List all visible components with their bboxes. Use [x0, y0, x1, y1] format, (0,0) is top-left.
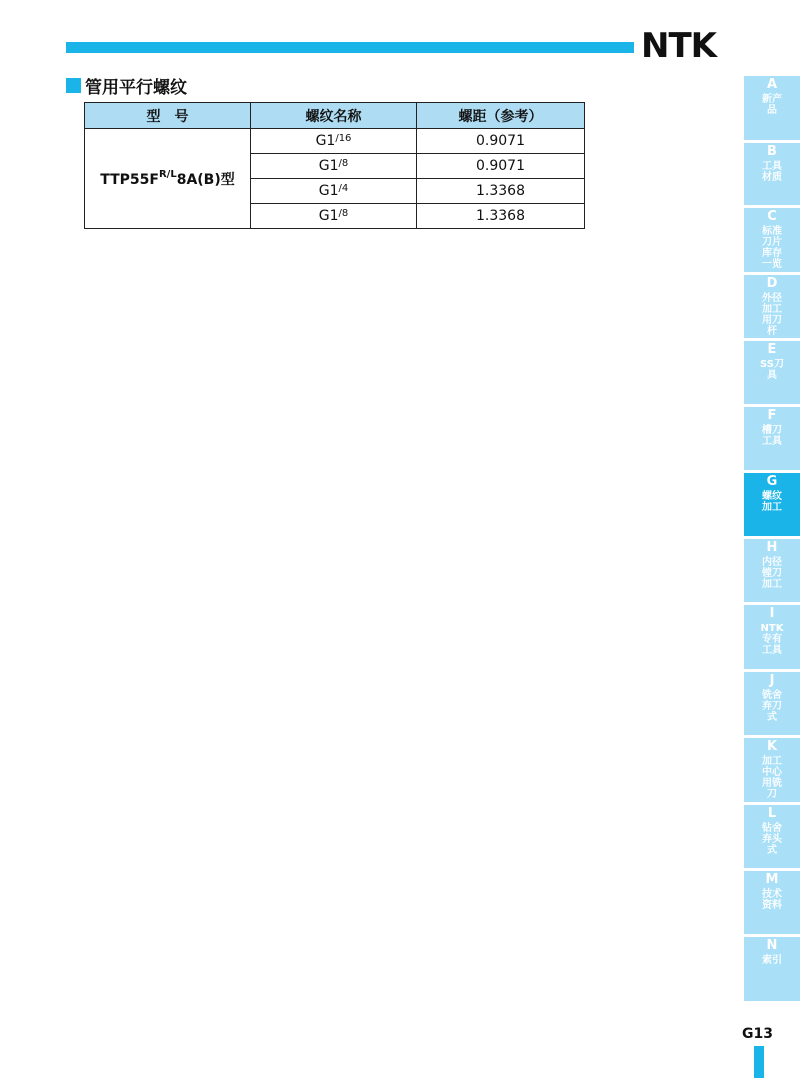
tab-label: 标准刀片库存一览: [762, 226, 782, 270]
page-number: G13: [742, 1026, 773, 1042]
thread-main: G1: [318, 158, 339, 174]
thread-name-cell: [251, 204, 417, 229]
tab-letter: N: [766, 938, 778, 953]
thread-main: G1: [318, 183, 339, 199]
header-pitch: 螺距（参考）: [417, 103, 585, 129]
model-cell: [85, 129, 251, 229]
thread-name-cell: [251, 129, 417, 154]
tab-label: NTK专有工具: [760, 623, 784, 656]
tab-letter: E: [767, 342, 777, 357]
pitch-cell: 1.3368: [417, 179, 585, 204]
tab-label: 槽刀工具: [762, 425, 782, 447]
header-accent-bar: [66, 42, 634, 53]
tab-label: 铣舍弃刀式: [762, 690, 782, 723]
sidebar-tab-l[interactable]: [744, 805, 800, 868]
tab-letter: H: [766, 540, 778, 555]
section-title: [66, 73, 187, 97]
tab-letter: K: [766, 739, 778, 754]
thread-main: G1: [318, 208, 339, 224]
model-frac: R/L: [158, 168, 177, 180]
tab-label: 内径镗刀加工: [762, 557, 782, 590]
tab-label: 新产品: [762, 94, 782, 116]
tab-letter: I: [769, 606, 775, 621]
tab-label: 工具材质: [762, 161, 782, 183]
tab-letter: G: [766, 474, 778, 489]
thread-name-cell: [251, 179, 417, 204]
sidebar-tab-a[interactable]: [744, 76, 800, 140]
table-header-row: [85, 103, 585, 129]
tab-label: 技术资料: [762, 889, 782, 911]
sidebar-tab-g[interactable]: [744, 473, 800, 536]
sidebar-tab-h[interactable]: [744, 539, 800, 602]
sidebar-tab-d[interactable]: [744, 275, 800, 338]
sidebar-tab-n[interactable]: [744, 937, 800, 1001]
page-number-bar: [754, 1046, 764, 1078]
tab-letter: F: [767, 408, 777, 423]
sidebar-tab-c[interactable]: [744, 208, 800, 272]
tab-letter: M: [765, 872, 779, 887]
table-row: [85, 129, 585, 154]
thread-main: G1: [315, 133, 336, 149]
header-model: 型 号: [85, 103, 251, 129]
tab-label: 螺纹加工: [762, 491, 782, 513]
sidebar-tab-i[interactable]: [744, 605, 800, 669]
thread-name-cell: [251, 154, 417, 179]
sidebar-tab-j[interactable]: [744, 672, 800, 735]
tab-letter: B: [767, 144, 777, 159]
thread-spec-table: [84, 102, 585, 229]
pitch-cell: 0.9071: [417, 129, 585, 154]
sidebar-tab-e[interactable]: [744, 341, 800, 404]
tab-letter: D: [766, 276, 778, 291]
sidebar-tab-b[interactable]: [744, 143, 800, 205]
section-square-icon: [66, 78, 81, 93]
section-title-text: 管用平行螺纹: [85, 77, 187, 98]
pitch-cell: 0.9071: [417, 154, 585, 179]
tab-label: 外径加工用刀杆: [762, 293, 782, 337]
tab-label: SS刀具: [760, 359, 784, 381]
model-tail: 8A(B)型: [176, 171, 235, 188]
thread-frac: /8: [338, 158, 349, 169]
thread-frac: /16: [335, 133, 352, 144]
tab-label: 加工中心用铣刀: [762, 756, 782, 800]
tab-letter: L: [767, 806, 777, 821]
tab-letter: J: [769, 673, 775, 688]
tab-letter: A: [766, 77, 778, 92]
brand-logo: NTK: [641, 26, 716, 66]
sidebar-tab-m[interactable]: [744, 871, 800, 934]
tab-letter: C: [767, 209, 777, 224]
sidebar-tab-f[interactable]: [744, 407, 800, 470]
sidebar-tab-k[interactable]: [744, 738, 800, 802]
thread-frac: /4: [338, 183, 349, 194]
header-thread-name: 螺纹名称: [251, 103, 417, 129]
pitch-cell: 1.3368: [417, 204, 585, 229]
tab-label: 钻舍弃头式: [762, 823, 782, 856]
thread-frac: /8: [338, 208, 349, 219]
tab-label: 索引: [762, 955, 782, 966]
model-main: TTP55F: [100, 171, 159, 188]
